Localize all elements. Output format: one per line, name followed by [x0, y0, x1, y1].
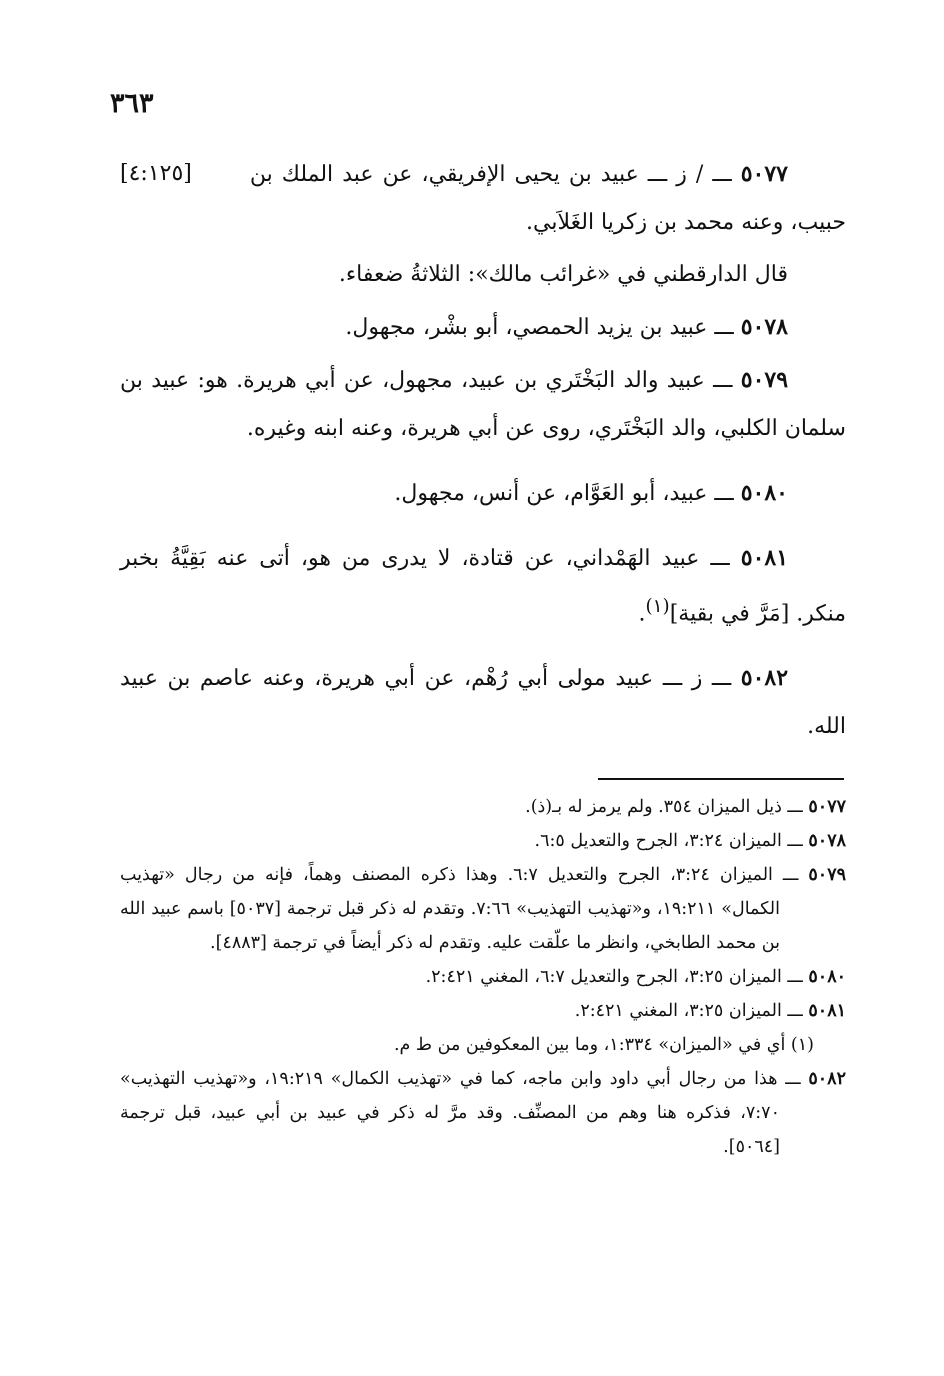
entry-5077: [120, 150, 846, 247]
note-text: ـــ الميزان ٣:٢٥، المغني ٢:٤٢١.: [574, 1001, 803, 1021]
entry-5077-quote: [120, 251, 846, 299]
entry-number: ٥٠٧٨: [740, 314, 788, 340]
note-5080: [120, 960, 846, 994]
entry-extra: قال الدارقطني في «غرائب مالك»: الثلاثةُ ضعفاء.: [338, 262, 788, 287]
entry-number: ٥٠٨٢: [740, 665, 789, 692]
entry-text: ـــ عبيد الهَمْداني، عن قتادة، لا يدرى من هو، أتى عنه بَقِيَّةُ بخبر منكر. [مَرَّ في بقية]: [120, 546, 846, 627]
note-5078: [120, 824, 846, 858]
entry-5081: [120, 534, 846, 638]
footnote-marker: (١): [645, 596, 670, 617]
note-text: ـــ الميزان ٣:٢٥، الجرح والتعديل ٦:٧، المغني ٢:٤٢١.: [425, 967, 803, 987]
entry-reference: [٤:١٢٥]: [120, 161, 192, 186]
notes-section: [120, 790, 846, 1164]
entry-number: ٥٠٨٠: [740, 480, 788, 506]
main-text: [120, 150, 846, 755]
entry-text: ـــ عبيد بن يزيد الحمصي، أبو بشْر، مجهول.: [345, 315, 734, 340]
entry-5079: [120, 356, 846, 453]
footnote-divider: [598, 778, 844, 780]
note-number: ٥٠٧٨: [808, 831, 846, 851]
note-text: ـــ ذيل الميزان ٣٥٤. ولم يرمز له بـ(ذ).: [525, 797, 803, 817]
entry-tail: .: [638, 601, 646, 627]
note-text: ـــ هذا من رجال أبي داود وابن ماجه، كما في «تهذيب الكمال» ١٩:٢١٩، و«تهذيب التهذيب» ٧:٧٠، فذكره هنا وهم من المصنِّف. وقد مرَّ له ذكر في عبيد بن أبي عبيد، قبل ترجمة [٥٠٦٤].: [120, 1069, 801, 1157]
note-5077: [120, 790, 846, 824]
entry-5080: [120, 469, 846, 518]
entry-5082: [120, 654, 846, 751]
note-number: ٥٠٨٢: [808, 1069, 846, 1089]
entry-5078: [120, 303, 846, 352]
note-number: ٥٠٨٠: [808, 967, 846, 987]
footnote-1: (١) أي في «الميزان» ١:٣٣٤، وما بين المعكوفين من ط م.: [393, 1035, 814, 1055]
note-5081: [120, 994, 846, 1028]
entry-text: ـــ ز ـــ عبيد مولى أبي رُهْم، عن أبي هريرة، وعنه عاصم بن عبيد الله.: [120, 666, 846, 740]
entry-text: ـــ عبيد والد البَخْتَري بن عبيد، مجهول، عن أبي هريرة. هو: عبيد بن سلمان الكلبي، والد البَخْتَري، روى عن أبي هريرة، وعنه ابنه وغيره.: [120, 368, 846, 441]
note-number: ٥٠٧٧: [808, 797, 846, 817]
note-5079: [120, 858, 846, 960]
note-number: ٥٠٧٩: [808, 865, 846, 885]
entry-text: ـــ / ز ـــ عبيد بن يحيى الإفريقي، عن عبد الملك بن حبيب،: [249, 162, 846, 235]
note-5082: [120, 1062, 846, 1164]
note-text: ـــ الميزان ٣:٢٤، الجرح والتعديل ٦:٥.: [534, 831, 803, 851]
entry-continuation: وعنه محمد بن زكريا الغَلاَبي.: [526, 210, 784, 235]
note-number: ٥٠٨١: [808, 1001, 846, 1021]
entry-number: ٥٠٧٩: [740, 367, 789, 393]
entry-number: ٥٠٧٧: [740, 161, 788, 187]
entry-number: ٥٠٨١: [740, 545, 789, 571]
note-text: ـــ الميزان ٣:٢٤، الجرح والتعديل ٦:٧. وهذا ذكره المصنف وهماً، فإنه من رجال «تهذيب الكمال» ١٩:٢١١، و«تهذيب التهذيب» ٧:٦٦. وتقدم له ذكر قبل ترجمة [٥٠٣٧] باسم عبيد الله بن محمد الطابخي، وانظر ما علّقت عليه. وتقدم له ذكر أيضاً في ترجمة [٤٨٨٣].: [120, 865, 799, 953]
entry-text: ـــ عبيد، أبو العَوَّام، عن أنس، مجهول.: [394, 481, 734, 506]
page-number: ٣٦٣: [110, 88, 154, 119]
